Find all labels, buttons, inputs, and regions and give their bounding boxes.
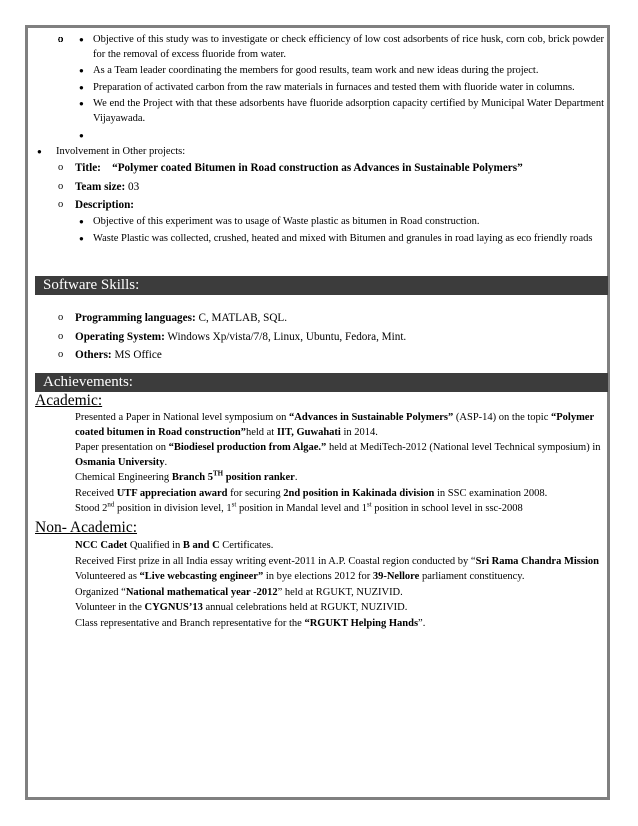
skill-value: MS Office [111,349,162,362]
software-skills-heading: Software Skills: [35,276,608,295]
other-projects-heading [28,145,604,160]
description-points [28,215,604,246]
skill-label: Operating System: [75,330,165,343]
list-item: o Presented a Paper in National level symposium on “Advances in Sustainable Polymers” (ASP-14) on the topic “Polymer coated bitumen in Road construction”held at IIT, Guwahati in 2014. [28,411,604,440]
list-item [28,129,604,143]
resume-page [28,33,604,633]
list-item: ● Objective of this experiment was to usage of Waste plastic as bitumen in Road construction. [28,215,604,230]
list-item: ● We end the Project with that these adsorbents have fluoride adsorption capacity certified by Municipal Water Department Vijayawada. [28,97,604,126]
skill-value: Windows Xp/vista/7/8, Linux, Ubuntu, Fedora, Mint. [164,330,407,343]
other-projects-list [28,145,604,160]
list-item: o Class representative and Branch representative for the “RGUKT Helping Hands”. [28,617,604,632]
team-label: Team size: [75,180,126,193]
list-item: o Received First prize in all India essay writing event-2011 in A.P. Coastal region conducted by “Sri Rama Chandra Mission [28,555,604,570]
other-project-details [28,161,604,213]
list-item [28,348,604,363]
project-points-list [28,33,604,143]
other-projects-heading-text: Involvement in Other projects: [56,145,186,157]
list-item: o Volunteer in the CYGNUS’13 annual celebrations held at RGUKT, NUZIVID. [28,601,604,616]
list-item: ● As a Team leader coordinating the members for good results, team work and new ideas during the project. [28,64,604,79]
list-item: o Chemical Engineering Branch 5TH position ranker. [28,471,604,486]
list-item: o Volunteered as “Live webcasting engineer” in bye elections 2012 for 39-Nellore parliament constituency. [28,570,604,585]
list-item: ● Preparation of activated carbon from the raw materials in furnaces and tested them with fluoride water in columns. [28,81,604,96]
team-value: 03 [125,180,140,193]
description [28,198,604,213]
academic-heading: Academic: [35,391,103,409]
software-skills-list [28,311,604,363]
list-item [28,311,604,326]
list-item: o NCC Cadet Qualified in B and C Certificates. [28,539,604,554]
list-item [28,330,604,345]
list-item: o Stood 2nd position in division level, 1st position in Mandal level and 1st position in school level in ssc-2008 [28,502,604,517]
description-label: Description: [75,199,135,212]
list-item: o Paper presentation on “Biodiesel production from Algae.” held at MediTech-2012 (National level Technical symposium) in Osmania University. [28,441,604,470]
non-academic-list [28,539,604,632]
achievements-heading: Achievements: [35,373,608,392]
list-item: ● Objective of this study was to investigate or check efficiency of low cost adsorbents of rice husk, corn cob, brick powder for the removal of excess fluoride from water. [28,33,604,62]
team-size [28,180,604,195]
non-academic-heading: Non- Academic: [35,519,138,537]
list-item: ● Waste Plastic was collected, crushed, heated and mixed with Bitumen and granules in road laying as eco friendly roads [28,232,604,247]
title-value: “Polymer coated Bitumen in Road construction as Advances in Sustainable Polymers” [112,162,523,175]
skill-label: Others: [75,349,112,362]
academic-list [28,411,604,517]
list-item: o Organized “National mathematical year -2012” held at RGUKT, NUZIVID. [28,586,604,601]
project-title [28,161,604,176]
list-item: o Received UTF appreciation award for securing 2nd position in Kakinada division in SSC examination 2008. [28,487,604,502]
skill-label: Programming languages: [75,312,196,325]
title-label: Title: [75,162,101,175]
skill-value: C, MATLAB, SQL. [195,312,288,325]
